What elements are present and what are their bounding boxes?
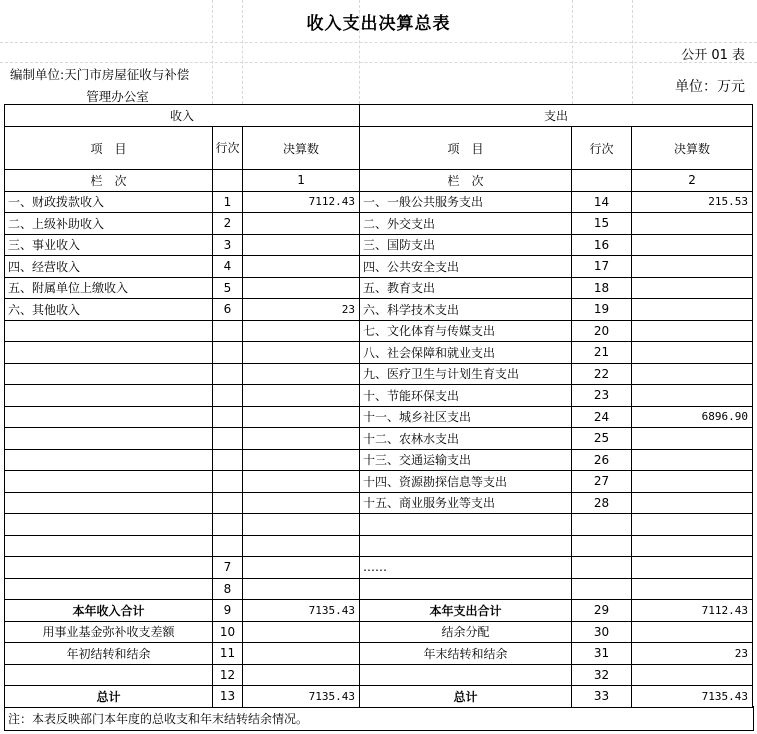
income-amount-cell [243, 406, 360, 428]
table-row [5, 342, 753, 364]
income-line-no-cell [213, 363, 243, 385]
income-amount-cell [243, 342, 360, 364]
table-row [5, 213, 753, 235]
total-row [5, 664, 753, 686]
expense-line-no-cell: 28 [572, 492, 632, 514]
income-line-no-cell [213, 492, 243, 514]
income-amount-cell [243, 643, 360, 665]
column-index-row [5, 170, 753, 192]
expense-line-no-cell: 17 [572, 256, 632, 278]
income-amount-cell [243, 385, 360, 407]
expense-item-cell: 总计 [360, 686, 572, 708]
income-line-no-cell: 3 [213, 234, 243, 256]
income-line-no-header: 行次 [213, 127, 243, 170]
expense-amount-cell [632, 428, 753, 450]
income-line-no-cell [213, 449, 243, 471]
table-row [5, 299, 753, 321]
table-row [5, 363, 753, 385]
income-amount-cell [243, 664, 360, 686]
income-item-cell [5, 363, 213, 385]
income-column-index-blank [213, 170, 243, 192]
income-line-no-cell: 10 [213, 621, 243, 643]
expense-item-cell: 九、医疗卫生与计划生育支出 [360, 363, 572, 385]
table-row [5, 578, 753, 600]
expense-item-cell: 六、科学技术支出 [360, 299, 572, 321]
expense-amount-cell: 7135.43 [632, 686, 753, 708]
expense-line-no-cell: 22 [572, 363, 632, 385]
income-amount-cell: 7135.43 [243, 600, 360, 622]
expense-line-no-cell: 24 [572, 406, 632, 428]
income-item-cell: 五、附属单位上缴收入 [5, 277, 213, 299]
gridline [242, 0, 243, 104]
income-amount-cell [243, 449, 360, 471]
expense-line-no-cell: 30 [572, 621, 632, 643]
table-row [5, 535, 753, 557]
table-row [5, 191, 753, 213]
income-item-cell: 三、事业收入 [5, 234, 213, 256]
table-row [5, 428, 753, 450]
gridline [359, 0, 360, 104]
organization-line-1: 编制单位:天门市房屋征收与补偿 [10, 67, 190, 82]
income-amount-cell [243, 213, 360, 235]
income-amount-cell [243, 234, 360, 256]
income-column-index: 1 [243, 170, 360, 192]
expense-line-no-cell: 31 [572, 643, 632, 665]
expense-amount-cell [632, 299, 753, 321]
expense-item-cell: 年末结转和结余 [360, 643, 572, 665]
table-row [5, 385, 753, 407]
table-row [5, 557, 753, 579]
income-line-no-cell: 11 [213, 643, 243, 665]
expense-line-no-cell: 25 [572, 428, 632, 450]
income-amount-cell [243, 363, 360, 385]
expense-item-cell [360, 578, 572, 600]
expense-amount-cell [632, 471, 753, 493]
expense-amount-cell [632, 514, 753, 536]
total-row [5, 686, 753, 708]
expense-amount-cell: 23 [632, 643, 753, 665]
expense-item-cell [360, 514, 572, 536]
table-row [5, 256, 753, 278]
expense-line-no-cell [572, 578, 632, 600]
expense-section-header: 支出 [360, 105, 753, 127]
expense-item-cell: 二、外交支出 [360, 213, 572, 235]
organization-label [10, 64, 215, 108]
expense-column-label: 栏 次 [360, 170, 572, 192]
expense-amount-header: 决算数 [632, 127, 753, 170]
income-item-cell: 一、财政拨款收入 [5, 191, 213, 213]
expense-item-cell: 结余分配 [360, 621, 572, 643]
expense-line-no-cell [572, 557, 632, 579]
expense-line-no-cell: 27 [572, 471, 632, 493]
expense-line-no-cell: 32 [572, 664, 632, 686]
income-item-cell: 四、经营收入 [5, 256, 213, 278]
organization-line-2: 管理办公室 [86, 89, 149, 104]
income-amount-header: 决算数 [243, 127, 360, 170]
column-header-row [5, 127, 753, 170]
income-amount-cell [243, 621, 360, 643]
expense-item-cell: 七、文化体育与传媒支出 [360, 320, 572, 342]
income-amount-cell: 7135.43 [243, 686, 360, 708]
income-line-no-cell [213, 342, 243, 364]
expense-amount-cell [632, 535, 753, 557]
expense-item-header: 项 目 [360, 127, 572, 170]
total-row [5, 643, 753, 665]
expense-amount-cell [632, 664, 753, 686]
expense-amount-cell [632, 621, 753, 643]
expense-item-cell: 一、一般公共服务支出 [360, 191, 572, 213]
expense-amount-cell [632, 234, 753, 256]
expense-amount-cell [632, 213, 753, 235]
expense-item-cell: 八、社会保障和就业支出 [360, 342, 572, 364]
expense-line-no-cell: 21 [572, 342, 632, 364]
income-item-cell [5, 578, 213, 600]
income-line-no-cell: 6 [213, 299, 243, 321]
income-item-cell [5, 664, 213, 686]
expense-amount-cell [632, 557, 753, 579]
income-line-no-cell: 9 [213, 600, 243, 622]
table-row [5, 277, 753, 299]
expense-amount-cell [632, 449, 753, 471]
expense-amount-cell [632, 256, 753, 278]
expense-line-no-header: 行次 [572, 127, 632, 170]
income-amount-cell [243, 471, 360, 493]
income-section-header: 收入 [5, 105, 360, 127]
income-line-no-cell: 7 [213, 557, 243, 579]
expense-amount-cell: 215.53 [632, 191, 753, 213]
expense-line-no-cell: 18 [572, 277, 632, 299]
expense-line-no-cell: 15 [572, 213, 632, 235]
income-amount-cell [243, 320, 360, 342]
income-item-header: 项 目 [5, 127, 213, 170]
expense-line-no-cell: 19 [572, 299, 632, 321]
expense-item-cell [360, 535, 572, 557]
expense-line-no-cell: 26 [572, 449, 632, 471]
expense-line-no-cell: 33 [572, 686, 632, 708]
table-row [5, 449, 753, 471]
income-line-no-cell: 5 [213, 277, 243, 299]
income-line-no-cell [213, 471, 243, 493]
income-line-no-cell: 12 [213, 664, 243, 686]
income-line-no-cell [213, 406, 243, 428]
expense-line-no-cell [572, 514, 632, 536]
expense-line-no-cell: 29 [572, 600, 632, 622]
income-item-cell: 六、其他收入 [5, 299, 213, 321]
income-item-cell: 年初结转和结余 [5, 643, 213, 665]
income-item-cell [5, 385, 213, 407]
income-amount-cell [243, 428, 360, 450]
income-amount-cell: 23 [243, 299, 360, 321]
gridline [572, 0, 573, 104]
budget-table [4, 104, 753, 708]
expense-line-no-cell [572, 535, 632, 557]
income-amount-cell [243, 492, 360, 514]
income-amount-cell [243, 256, 360, 278]
income-item-cell [5, 449, 213, 471]
income-line-no-cell [213, 535, 243, 557]
gridline [632, 0, 633, 104]
expense-column-index: 2 [632, 170, 753, 192]
expense-item-cell: 十三、交通运输支出 [360, 449, 572, 471]
section-header-row [5, 105, 753, 127]
income-item-cell [5, 492, 213, 514]
income-line-no-cell [213, 385, 243, 407]
gridline [0, 62, 757, 63]
income-amount-cell: 7112.43 [243, 191, 360, 213]
income-line-no-cell: 1 [213, 191, 243, 213]
income-item-cell [5, 428, 213, 450]
income-amount-cell [243, 535, 360, 557]
income-amount-cell [243, 578, 360, 600]
expense-item-cell: 本年支出合计 [360, 600, 572, 622]
expense-item-cell: 四、公共安全支出 [360, 256, 572, 278]
expense-item-cell: …… [360, 557, 572, 579]
expense-item-cell: 十五、商业服务业等支出 [360, 492, 572, 514]
income-item-cell: 总计 [5, 686, 213, 708]
table-row [5, 492, 753, 514]
expense-amount-cell [632, 578, 753, 600]
table-row [5, 471, 753, 493]
expense-amount-cell [632, 277, 753, 299]
table-row [5, 514, 753, 536]
income-item-cell [5, 342, 213, 364]
expense-amount-cell [632, 492, 753, 514]
expense-amount-cell: 7112.43 [632, 600, 753, 622]
page-title: 收入支出决算总表 [0, 0, 757, 43]
expense-line-no-cell: 20 [572, 320, 632, 342]
footnote: 注：本表反映部门本年度的总收支和年末结转结余情况。 [8, 712, 309, 726]
table-row [5, 320, 753, 342]
unit-label: 单位：万元 [675, 79, 745, 95]
income-item-cell [5, 535, 213, 557]
income-column-label: 栏 次 [5, 170, 213, 192]
total-row [5, 600, 753, 622]
income-line-no-cell: 4 [213, 256, 243, 278]
expense-amount-cell [632, 320, 753, 342]
expense-item-cell: 十、节能环保支出 [360, 385, 572, 407]
income-amount-cell [243, 514, 360, 536]
form-code: 公开 01 表 [681, 48, 745, 63]
income-item-cell [5, 471, 213, 493]
expense-item-cell: 三、国防支出 [360, 234, 572, 256]
income-line-no-cell: 2 [213, 213, 243, 235]
income-item-cell [5, 557, 213, 579]
expense-amount-cell [632, 363, 753, 385]
expense-amount-cell [632, 342, 753, 364]
expense-item-cell: 十二、农林水支出 [360, 428, 572, 450]
expense-line-no-cell: 23 [572, 385, 632, 407]
income-line-no-cell [213, 428, 243, 450]
income-item-cell [5, 406, 213, 428]
expense-amount-cell [632, 385, 753, 407]
income-item-cell: 二、上级补助收入 [5, 213, 213, 235]
income-item-cell [5, 514, 213, 536]
income-line-no-cell: 8 [213, 578, 243, 600]
income-item-cell: 用事业基金弥补收支差额 [5, 621, 213, 643]
income-amount-cell [243, 277, 360, 299]
income-item-cell: 本年收入合计 [5, 600, 213, 622]
income-item-cell [5, 320, 213, 342]
expense-column-index-blank [572, 170, 632, 192]
table-row [5, 234, 753, 256]
total-row [5, 621, 753, 643]
income-line-no-cell: 13 [213, 686, 243, 708]
expense-line-no-cell: 16 [572, 234, 632, 256]
expense-line-no-cell: 14 [572, 191, 632, 213]
income-amount-cell [243, 557, 360, 579]
income-line-no-cell [213, 514, 243, 536]
expense-amount-cell: 6896.90 [632, 406, 753, 428]
expense-item-cell [360, 664, 572, 686]
table-row [5, 406, 753, 428]
expense-item-cell: 五、教育支出 [360, 277, 572, 299]
expense-item-cell: 十一、城乡社区支出 [360, 406, 572, 428]
income-line-no-cell [213, 320, 243, 342]
expense-item-cell: 十四、资源勘探信息等支出 [360, 471, 572, 493]
